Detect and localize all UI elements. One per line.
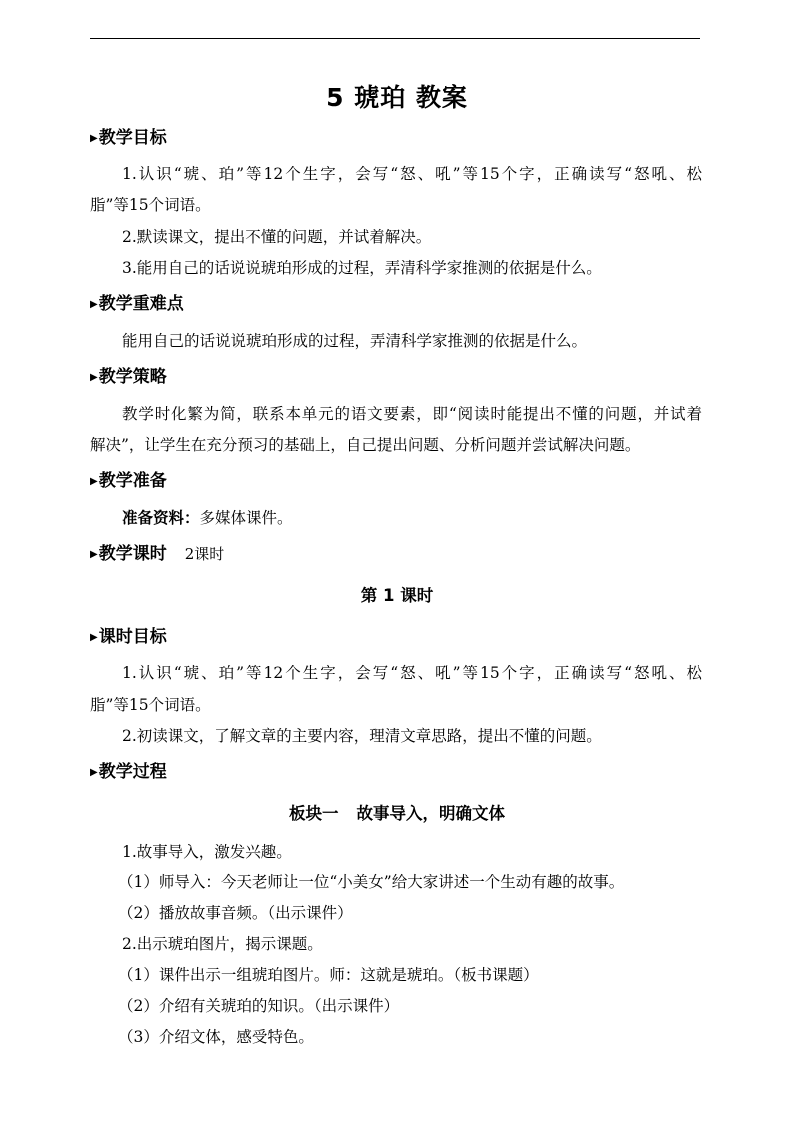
step-2-c: （3）介绍文体，感受特色。 <box>118 1028 314 1046</box>
preparation-heading: 教学准备 <box>98 471 167 491</box>
section-heading-strategy <box>90 367 702 388</box>
step-1-b: （2）播放故事音频。（出示课件） <box>118 904 353 922</box>
objective-2: 2.默读课文，提出不懂的问题，并试着解决。 <box>122 228 432 246</box>
lesson-1-title: 第 1 课时 <box>360 586 434 605</box>
preparation-value: 多媒体课件。 <box>199 509 293 527</box>
process-heading: 教学过程 <box>98 762 167 782</box>
triangle-bullet-icon: ▶ <box>90 767 98 778</box>
periods-heading: 教学课时 <box>98 544 167 564</box>
objective-3: 3.能用自己的话说说琥珀形成的过程，弄清科学家推测的依据是什么。 <box>122 259 602 277</box>
strategy-heading: 教学策略 <box>98 367 167 387</box>
section-heading-keypoints <box>90 294 702 315</box>
objectives-heading: 教学目标 <box>98 128 167 148</box>
triangle-bullet-icon: ▶ <box>90 632 98 643</box>
triangle-bullet-icon: ▶ <box>90 299 98 310</box>
triangle-bullet-icon: ▶ <box>90 476 98 487</box>
keypoints-text: 能用自己的话说说琥珀形成的过程，弄清科学家推测的依据是什么。 <box>122 332 588 350</box>
objective-1-line-2: 脂”等15个词语。 <box>90 196 211 214</box>
strategy-line-1: 教学时化繁为简，联系本单元的语文要素，即“阅读时能提出不懂的问题，并试着 <box>122 405 702 423</box>
periods-value: 2课时 <box>184 545 225 563</box>
triangle-bullet-icon: ▶ <box>90 549 98 560</box>
step-2-b: （2）介绍有关琥珀的知识。（出示课件） <box>118 997 400 1015</box>
objective-1-line-1: 1.认识“琥、珀”等12个生字，会写“怒、吼”等15个字，正确读写“怒吼、松 <box>122 165 702 183</box>
lesson-goal-2: 2.初读课文，了解文章的主要内容，理清文章思路，提出不懂的问题。 <box>122 727 602 745</box>
block-1-title <box>0 804 794 824</box>
header-rule <box>90 38 700 39</box>
section-heading-objectives <box>90 128 702 149</box>
triangle-bullet-icon: ▶ <box>90 133 98 144</box>
strategy-line-2: 解决”，让学生在充分预习的基础上，自己提出问题、分析问题并尝试解决问题。 <box>90 436 641 454</box>
lesson-goals-heading: 课时目标 <box>98 627 167 647</box>
section-heading-preparation <box>90 471 702 492</box>
step-1: 1.故事导入，激发兴趣。 <box>122 843 292 861</box>
section-heading-lesson-goals <box>90 627 702 648</box>
section-heading-process <box>90 762 702 783</box>
lesson-goal-1-line-1: 1.认识“琥、珀”等12个生字，会写“怒、吼”等15个字，正确读写“怒吼、松 <box>122 664 702 682</box>
page-title: 5 琥珀 教案 <box>326 83 468 112</box>
section-heading-periods <box>90 544 702 565</box>
lesson-goal-1-line-2: 脂”等15个词语。 <box>90 696 211 714</box>
block-1-label: 板块一 <box>289 804 339 823</box>
preparation-label: 准备资料： <box>122 509 200 527</box>
step-2-a: （1）课件出示一组琥珀图片。师：这就是琥珀。（板书课题） <box>118 966 539 984</box>
step-2: 2.出示琥珀图片，揭示课题。 <box>122 935 323 953</box>
preparation-line <box>122 508 702 528</box>
step-1-a: （1）师导入：今天老师让一位“小美女”给大家讲述一个生动有趣的故事。 <box>118 873 625 891</box>
triangle-bullet-icon: ▶ <box>90 372 98 383</box>
keypoints-heading: 教学重难点 <box>98 294 184 314</box>
block-1-subtitle: 故事导入，明确文体 <box>356 804 505 823</box>
